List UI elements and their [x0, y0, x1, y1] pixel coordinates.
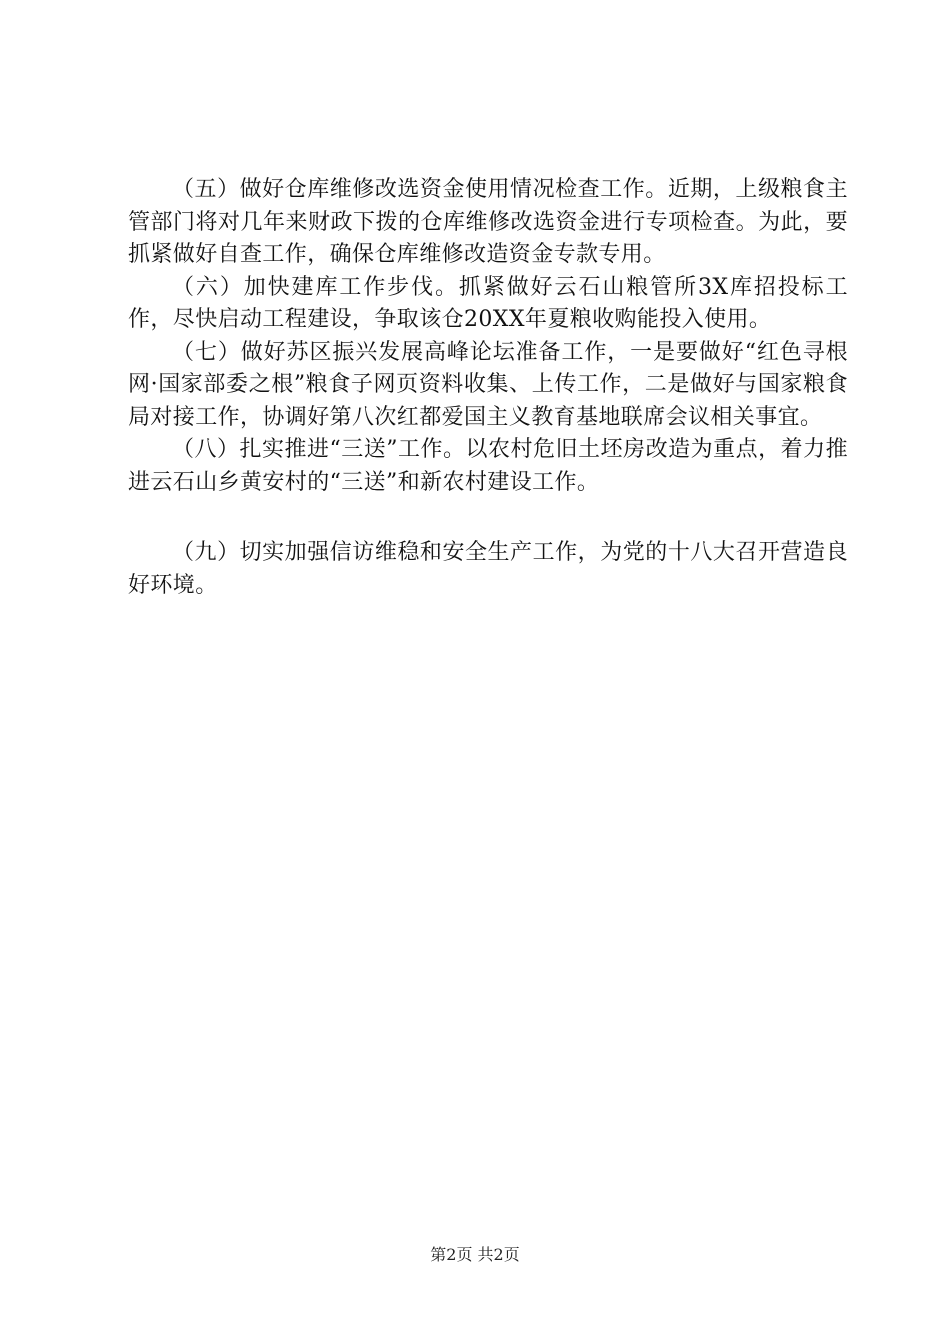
paragraph-nine: （九）切实加强信访维稳和安全生产工作，为党的十八大召开营造良好环境。 [128, 540, 848, 598]
paragraph-eight: （八）扎实推进“三送”工作。以农村危旧土坯房改造为重点，着力推进云石山乡黄安村的“三送”和新农村建设工作。 [128, 437, 848, 495]
document-body [128, 174, 848, 602]
page-footer: 第2页 共2页 [430, 1245, 520, 1264]
paragraph-seven: （七）做好苏区振兴发展高峰论坛准备工作，一是要做好“红色寻根网·国家部委之根”粮食子网页资料收集、上传工作，二是做好与国家粮食局对接工作，协调好第八次红都爱国主义教育基地联席会议相关事宜。 [128, 339, 848, 430]
paragraph-five: （五）做好仓库维修改选资金使用情况检查工作。近期，上级粮食主管部门将对几年来财政下拨的仓库维修改选资金进行专项检查。为此，要抓紧做好自查工作，确保仓库维修改造资金专款专用。 [128, 177, 848, 267]
paragraph-six: （六）加快建库工作步伐。抓紧做好云石山粮管所3X库招投标工作，尽快启动工程建设，争取该仓20XX年夏粮收购能投入使用。 [128, 274, 848, 332]
